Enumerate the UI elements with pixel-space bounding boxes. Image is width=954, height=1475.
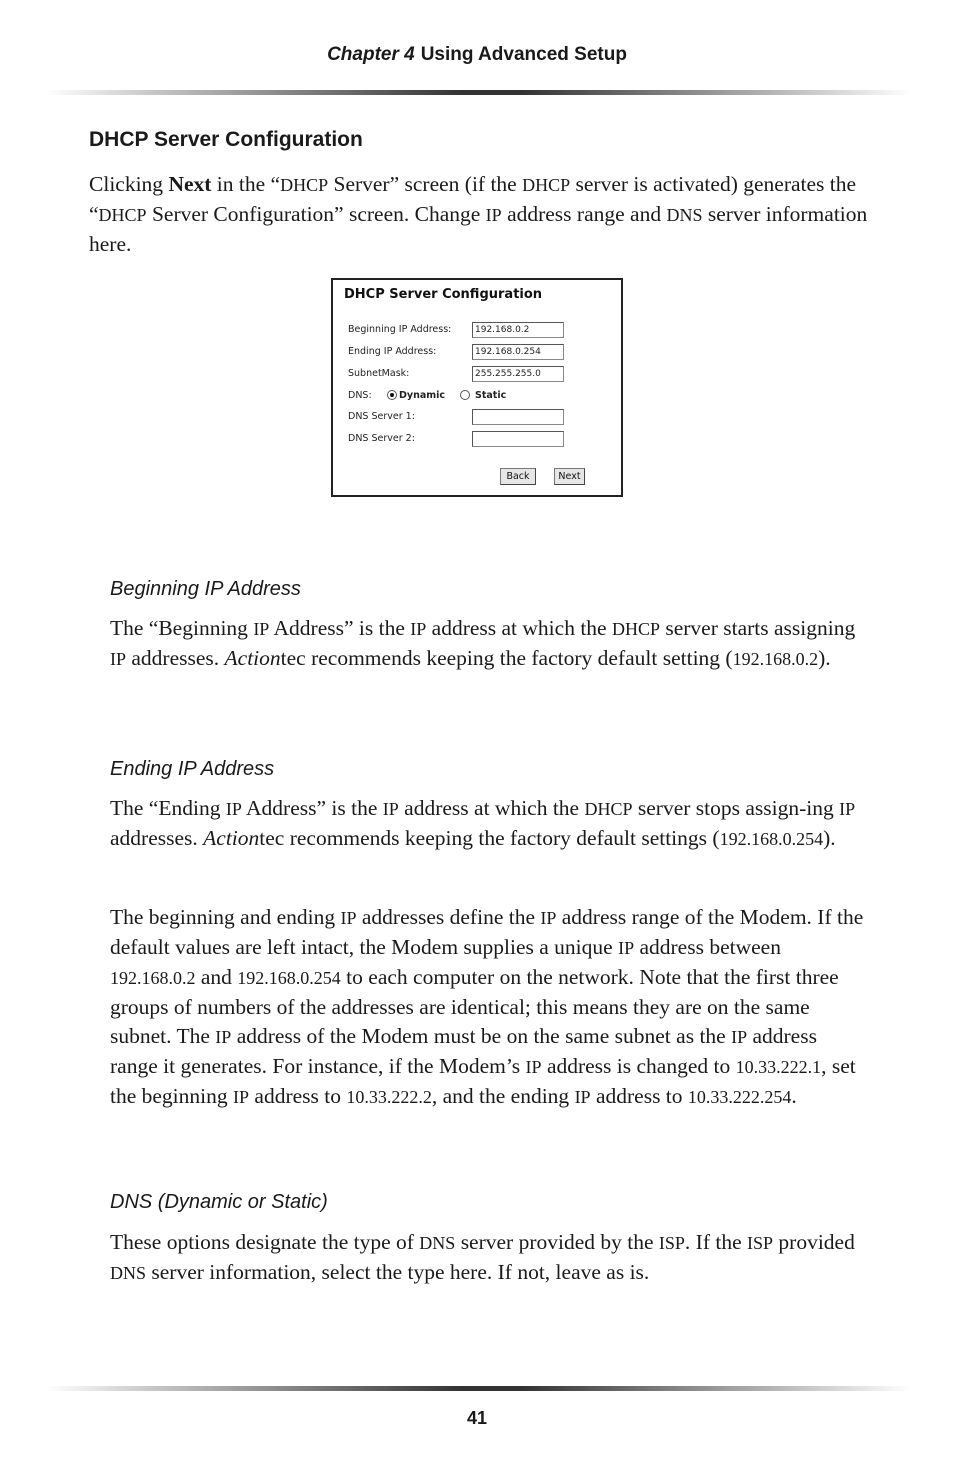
subnet-mask-label: SubnetMask: (348, 368, 410, 379)
chapter-label: Chapter 4 (327, 44, 415, 65)
dns-paragraph: These options designate the type of DNS server provided by the ISP. If the ISP provided DNS server information, select the type here. If not, leave as is. (110, 1230, 855, 1284)
begin-ip-label: Beginning IP Address: (348, 324, 452, 335)
dns-server2-field[interactable] (472, 431, 564, 447)
dns-server1-label: DNS Server 1: (348, 411, 415, 422)
page-number: 41 (466, 1408, 488, 1428)
end-ip-field[interactable]: 192.168.0.254 (472, 344, 564, 360)
section-heading: DHCP Server Configuration (89, 128, 363, 151)
dns-dynamic-label: Dynamic (399, 390, 446, 401)
header-rule (46, 90, 912, 95)
dns-server2-label: DNS Server 2: (348, 433, 415, 444)
begin-ip-field[interactable]: 192.168.0.2 (472, 322, 564, 338)
dns-server1-field[interactable] (472, 409, 564, 425)
back-button[interactable]: Back (500, 468, 536, 485)
dns-heading: DNS (Dynamic or Static) (110, 1191, 328, 1213)
ending-ip-heading: Ending IP Address (110, 758, 275, 780)
dns-static-label: Static (475, 390, 507, 401)
subnet-mask-field[interactable]: 255.255.255.0 (472, 366, 564, 382)
ending-ip-paragraph: The “Ending IP Address” is the IP address at which the DHCP server stops assign-ing IP addresses. Actiontec recommends keeping the factory default settings (192.168.0.254). (110, 796, 856, 850)
end-ip-label: Ending IP Address: (348, 346, 437, 357)
footer-rule (46, 1386, 912, 1391)
next-keyword: Next (168, 172, 212, 196)
dhcp-config-screenshot (331, 278, 623, 497)
intro-paragraph: Clicking Next in the “DHCP Server” screen (if the DHCP server is activated) generates the “DHCP Server Configuration” screen. Change IP address range and DNS server information here. (89, 172, 868, 256)
running-header (0, 44, 954, 66)
screenshot-title: DHCP Server Configuration (344, 287, 543, 302)
beginning-ip-paragraph: The “Beginning IP Address” is the IP address at which the DHCP server starts assigning IP addresses. Actiontec recommends keeping the factory default setting (192.168.0.2). (110, 616, 856, 670)
next-button[interactable]: Next (554, 468, 585, 485)
dns-static-radio[interactable] (460, 390, 470, 400)
beginning-ip-heading: Beginning IP Address (110, 578, 301, 600)
chapter-title: Using Advanced Setup (420, 44, 627, 65)
ip-range-paragraph: The beginning and ending IP addresses define the IP address range of the Modem. If the default values are left intact, the Modem supplies a unique IP address between 192.168.0.2 and 192.168.0.254 to each computer on the network. Note that the first three groups of numbers of the addresses are identical; this means they are on the same subnet. The IP address of the Modem must be on the same subnet as the IP address range it generates. For instance, if the Modem’s IP address is changed to 10.33.222.1, set the beginning IP address to 10.33.222.2, and the ending IP address to 10.33.222.254. (110, 905, 864, 1108)
dns-label: DNS: (348, 390, 372, 401)
dns-dynamic-radio[interactable] (387, 390, 397, 400)
